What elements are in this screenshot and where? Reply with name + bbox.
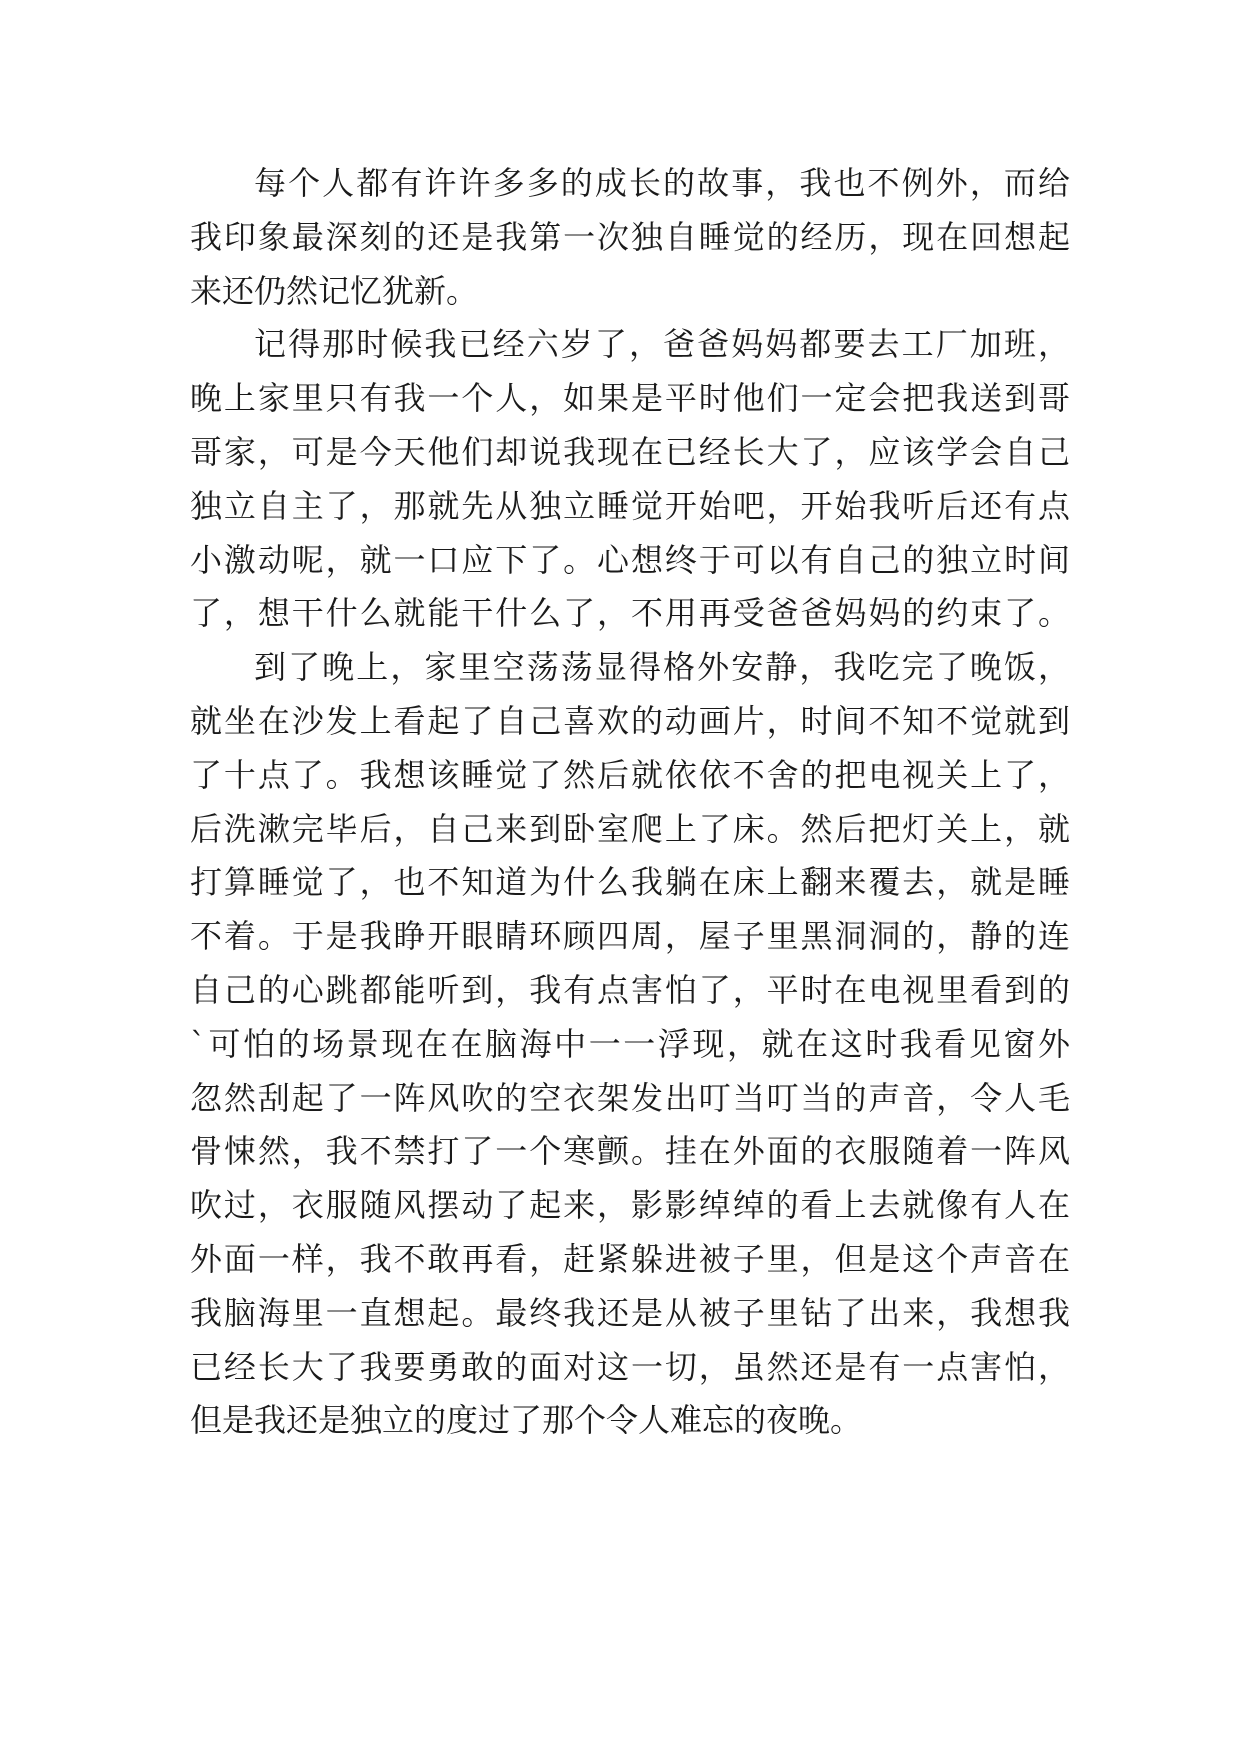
paragraph-line: 骨悚然，我不禁打了一个寒颤。挂在外面的衣服随着一阵风 [190,1132,1070,1171]
paragraph-line: 我印象最深刻的还是我第一次独自睡觉的经历，现在回想起 [190,217,1070,256]
paragraph-line: 忽然刮起了一阵风吹的空衣架发出叮当叮当的声音，令人毛 [190,1078,1070,1117]
paragraph-line: `可怕的场景现在在脑海中一一浮现，就在这时我看见窗外 [190,1024,1070,1063]
paragraph-line: 后洗漱完毕后，自己来到卧室爬上了床。然后把灯关上，就 [190,809,1070,848]
paragraph-line: 哥家，可是今天他们却说我现在已经长大了，应该学会自己 [190,432,1070,471]
paragraph-line: 我脑海里一直想起。最终我还是从被子里钻了出来，我想我 [190,1293,1070,1332]
paragraph-line: 外面一样，我不敢再看，赶紧躲进被子里，但是这个声音在 [190,1239,1070,1278]
paragraph-line: 已经长大了我要勇敢的面对这一切，虽然还是有一点害怕， [190,1347,1070,1386]
paragraph-line: 自己的心跳都能听到，我有点害怕了，平时在电视里看到的 [190,970,1070,1009]
paragraph-line: 小激动呢，就一口应下了。心想终于可以有自己的独立时间 [190,540,1070,579]
paragraph-line: 就坐在沙发上看起了自己喜欢的动画片，时间不知不觉就到 [190,701,1070,740]
paragraph-line: 不着。于是我睁开眼睛环顾四周，屋子里黑洞洞的，静的连 [190,917,1070,956]
paragraph-line: 晚上家里只有我一个人，如果是平时他们一定会把我送到哥 [190,379,1070,418]
paragraph-line: 来还仍然记忆犹新。 [190,271,479,310]
paragraph-line: 到了晚上，家里空荡荡显得格外安静，我吃完了晚饭， [254,648,1070,687]
paragraph-line: 每个人都有许许多多的成长的故事，我也不例外，而给 [254,164,1070,202]
paragraph-line: 独立自主了，那就先从独立睡觉开始吧，开始我听后还有点 [190,486,1070,525]
paragraph-line: 了，想干什么就能干什么了，不用再受爸爸妈妈的约束了。 [190,594,1070,633]
paragraph-line: 打算睡觉了，也不知道为什么我躺在床上翻来覆去，就是睡 [190,863,1070,902]
paragraph-line: 记得那时候我已经六岁了，爸爸妈妈都要去工厂加班， [254,325,1070,364]
essay-body [190,160,1070,1451]
paragraph-line: 了十点了。我想该睡觉了然后就依依不舍的把电视关上了， [190,755,1070,794]
paragraph-line: 吹过，衣服随风摆动了起来，影影绰绰的看上去就像有人在 [190,1186,1070,1225]
paragraph-line: 但是我还是独立的度过了那个令人难忘的夜晚。 [190,1401,863,1440]
